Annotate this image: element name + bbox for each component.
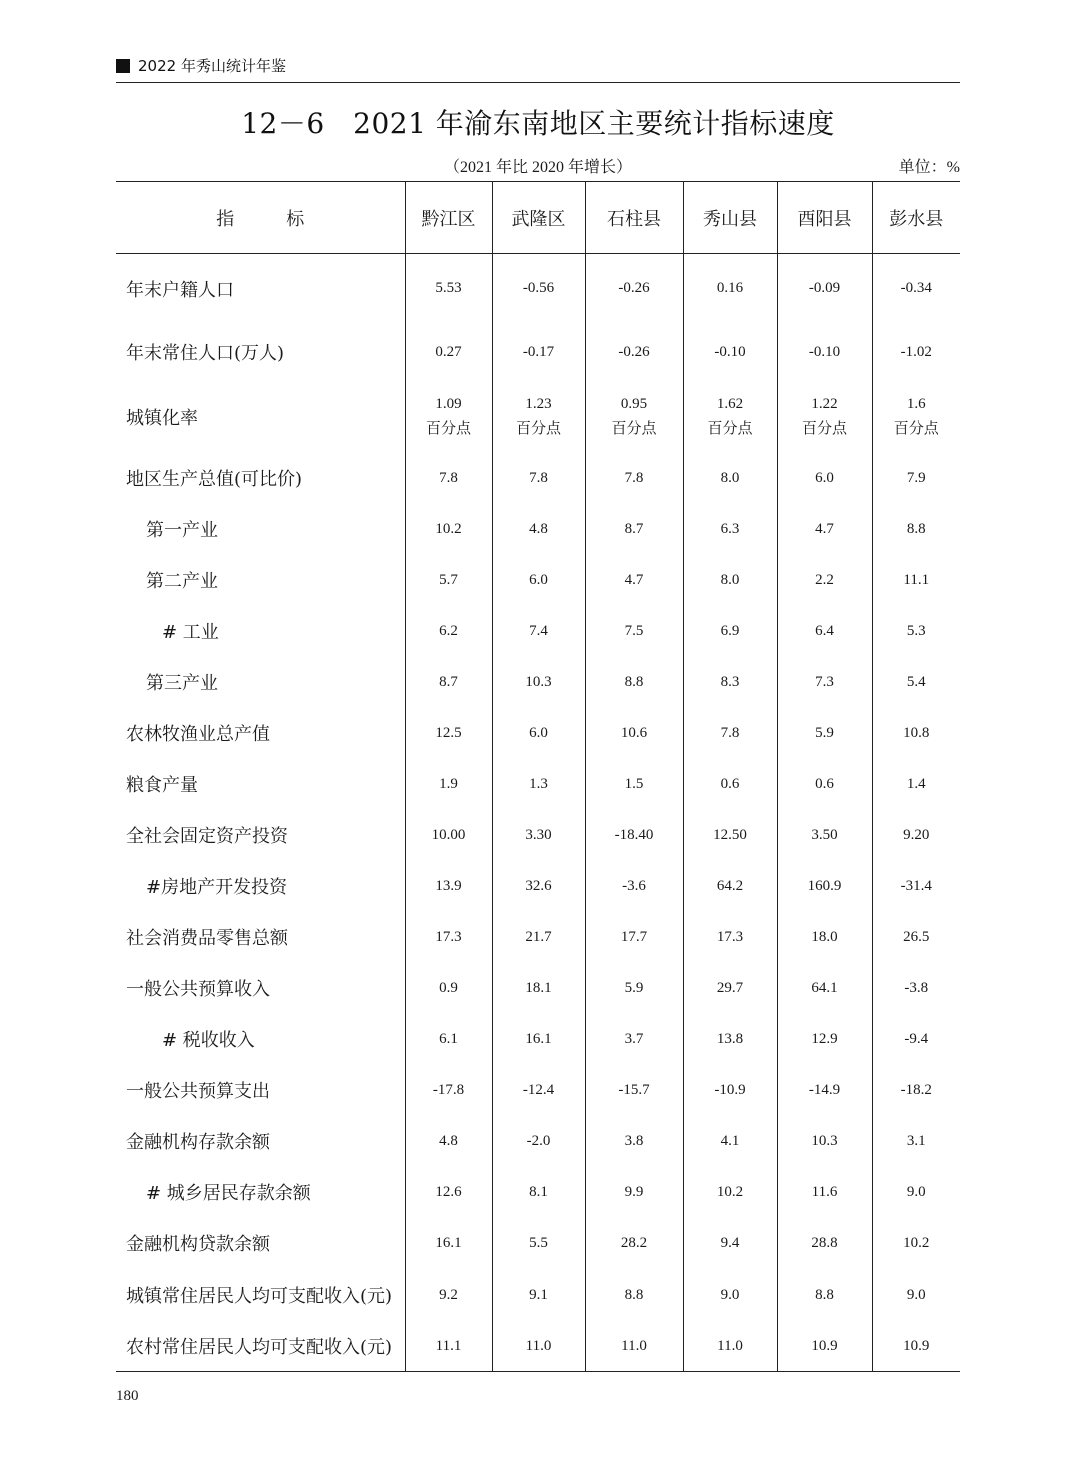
table-cell: 8.8 <box>585 1269 683 1322</box>
table-row <box>116 1269 960 1322</box>
table-cell <box>585 381 683 453</box>
table-row <box>116 504 960 555</box>
table-cell: -0.09 <box>777 254 872 324</box>
row-label: 一般公共预算支出 <box>126 1081 270 1102</box>
cell-unit: 百分点 <box>515 418 561 437</box>
table-title: 12－6 2021 年渝东南地区主要统计指标速度 <box>241 107 835 140</box>
column-header: 酉阳县 <box>777 182 872 254</box>
table-cell: 3.7 <box>585 1014 683 1065</box>
table-cell: 0.16 <box>683 254 777 324</box>
table-row <box>116 963 960 1014</box>
table-cell: 1.5 <box>585 759 683 810</box>
running-head <box>116 56 960 83</box>
indicator-column-header <box>116 182 405 254</box>
table-cell: 8.3 <box>683 657 777 708</box>
table-cell: 0.27 <box>405 324 492 381</box>
row-label: 社会消费品零售总额 <box>126 928 288 949</box>
table-cell: -18.2 <box>872 1065 960 1116</box>
table-row <box>116 1322 960 1372</box>
table-cell: -2.0 <box>492 1116 585 1167</box>
header-label-right: 标 <box>286 208 305 230</box>
table-cell: 7.5 <box>585 606 683 657</box>
table-cell: 21.7 <box>492 912 585 963</box>
table-row <box>116 1014 960 1065</box>
table-cell: 6.0 <box>492 555 585 606</box>
row-label: 年末常住人口(万人) <box>126 343 285 364</box>
table-cell: 4.7 <box>585 555 683 606</box>
table-cell: 5.5 <box>492 1218 585 1269</box>
table-cell: 9.0 <box>872 1167 960 1218</box>
table-cell: 8.8 <box>872 504 960 555</box>
table-cell <box>683 381 777 453</box>
table-cell: -3.8 <box>872 963 960 1014</box>
table-cell: 7.8 <box>585 453 683 504</box>
table-cell: 0.6 <box>777 759 872 810</box>
table-row <box>116 912 960 963</box>
cell-unit: 百分点 <box>801 418 847 437</box>
table-cell: 5.9 <box>777 708 872 759</box>
row-label: 第三产业 <box>146 673 218 694</box>
cell-value: 1.23 <box>525 395 552 412</box>
table-cell: 9.9 <box>585 1167 683 1218</box>
cell-value: 1.6 <box>906 395 926 412</box>
table-cell: 9.0 <box>872 1269 960 1322</box>
table-row <box>116 759 960 810</box>
table-cell: 13.9 <box>405 861 492 912</box>
table-cell: 28.8 <box>777 1218 872 1269</box>
table-cell: 16.1 <box>492 1014 585 1065</box>
table-cell: 9.1 <box>492 1269 585 1322</box>
table-cell: 6.4 <box>777 606 872 657</box>
table-row <box>116 708 960 759</box>
table-cell: 26.5 <box>872 912 960 963</box>
cell-unit: 百分点 <box>425 418 471 437</box>
cell-unit: 百分点 <box>707 418 753 437</box>
table-cell: -18.40 <box>585 810 683 861</box>
table-cell: 18.1 <box>492 963 585 1014</box>
cell-value: 1.62 <box>716 395 744 412</box>
unit-note: 单位：% <box>898 159 960 176</box>
table-row <box>116 861 960 912</box>
table-row <box>116 254 960 324</box>
row-label: 城镇化率 <box>126 407 198 429</box>
table-cell: 10.2 <box>872 1218 960 1269</box>
table-row <box>116 1065 960 1116</box>
table-cell: 7.8 <box>405 453 492 504</box>
table-cell: 6.3 <box>683 504 777 555</box>
page-number: 180 <box>116 1388 139 1404</box>
table-cell: 10.8 <box>872 708 960 759</box>
row-label: 金融机构存款余额 <box>126 1132 270 1153</box>
table-cell: 6.0 <box>777 453 872 504</box>
table-cell: -0.26 <box>585 324 683 381</box>
table-cell: 29.7 <box>683 963 777 1014</box>
table-cell: 11.1 <box>405 1322 492 1372</box>
table-cell: 6.1 <box>405 1014 492 1065</box>
table-cell: 12.9 <box>777 1014 872 1065</box>
table-cell: -14.9 <box>777 1065 872 1116</box>
table-cell: 3.8 <box>585 1116 683 1167</box>
table-cell: 3.1 <box>872 1116 960 1167</box>
table-cell: 3.50 <box>777 810 872 861</box>
table-cell: 1.3 <box>492 759 585 810</box>
table-cell: 11.0 <box>683 1322 777 1372</box>
cell-value: 1.09 <box>435 395 462 412</box>
table-row <box>116 1167 960 1218</box>
table-cell: 64.1 <box>777 963 872 1014</box>
row-label: 农林牧渔业总产值 <box>126 724 270 745</box>
table-cell: -3.6 <box>585 861 683 912</box>
table-cell: 8.8 <box>777 1269 872 1322</box>
table-cell: 64.2 <box>683 861 777 912</box>
row-label: 一般公共预算收入 <box>126 979 270 1000</box>
table-cell: 9.2 <box>405 1269 492 1322</box>
row-label: 第一产业 <box>146 520 218 541</box>
table-cell: 7.8 <box>683 708 777 759</box>
table-row <box>116 555 960 606</box>
column-header: 石柱县 <box>585 182 683 254</box>
table-row <box>116 657 960 708</box>
table-row <box>116 810 960 861</box>
table-cell: 12.6 <box>405 1167 492 1218</box>
row-label: #房地产开发投资 <box>146 877 288 898</box>
table-cell: 0.6 <box>683 759 777 810</box>
table-cell: 10.2 <box>683 1167 777 1218</box>
table-cell: 7.4 <box>492 606 585 657</box>
table-cell: 5.53 <box>405 254 492 324</box>
row-label: 农村常住居民人均可支配收入(元) <box>116 1322 405 1372</box>
table-cell: 7.9 <box>872 453 960 504</box>
table-cell: 11.0 <box>585 1322 683 1372</box>
column-header: 彭水县 <box>872 182 960 254</box>
row-label: 全社会固定资产投资 <box>126 826 288 847</box>
cell-value: 0.95 <box>620 395 648 412</box>
table-cell: 7.3 <box>777 657 872 708</box>
table-cell: 3.30 <box>492 810 585 861</box>
table-cell: 10.2 <box>405 504 492 555</box>
table-cell: 7.8 <box>492 453 585 504</box>
statistics-table <box>116 181 960 1372</box>
table-subtitle: （2021 年比 2020 年增长） <box>443 159 632 176</box>
table-cell: 4.7 <box>777 504 872 555</box>
table-cell: 6.0 <box>492 708 585 759</box>
row-label: # 城乡居民存款余额 <box>146 1183 311 1204</box>
table-cell: -0.26 <box>585 254 683 324</box>
table-cell: 11.6 <box>777 1167 872 1218</box>
table-row <box>116 1218 960 1269</box>
table-cell: 5.4 <box>872 657 960 708</box>
row-label: 年末户籍人口 <box>126 279 234 301</box>
table-cell: 11.1 <box>872 555 960 606</box>
column-header: 秀山县 <box>683 182 777 254</box>
table-cell: -31.4 <box>872 861 960 912</box>
table-cell <box>492 381 585 453</box>
table-cell: 8.7 <box>405 657 492 708</box>
column-header: 武隆区 <box>492 182 585 254</box>
table-cell <box>872 381 960 453</box>
table-cell: 32.6 <box>492 861 585 912</box>
column-header: 黔江区 <box>405 182 492 254</box>
table-cell: -15.7 <box>585 1065 683 1116</box>
table-cell: 10.3 <box>777 1116 872 1167</box>
table-cell: 0.9 <box>405 963 492 1014</box>
table-cell: 160.9 <box>777 861 872 912</box>
table-cell: 1.4 <box>872 759 960 810</box>
header-label-left: 指 <box>216 208 235 230</box>
row-label: 城镇常住居民人均可支配收入(元) <box>126 1286 393 1307</box>
table-row <box>116 324 960 381</box>
row-label: 地区生产总值(可比价) <box>126 469 303 490</box>
table-cell <box>405 381 492 453</box>
row-label: # 税收收入 <box>162 1030 255 1051</box>
table-cell: 10.00 <box>405 810 492 861</box>
table-cell: 13.8 <box>683 1014 777 1065</box>
table-cell: -9.4 <box>872 1014 960 1065</box>
table-cell: 28.2 <box>585 1218 683 1269</box>
table-cell: 8.1 <box>492 1167 585 1218</box>
table-cell: 10.3 <box>492 657 585 708</box>
table-header-row <box>116 182 960 254</box>
row-label: 金融机构贷款余额 <box>126 1234 270 1255</box>
table-row <box>116 606 960 657</box>
table-cell: 9.0 <box>683 1269 777 1322</box>
table-cell: 5.3 <box>872 606 960 657</box>
table-cell: -12.4 <box>492 1065 585 1116</box>
table-cell: 9.20 <box>872 810 960 861</box>
table-cell: 12.5 <box>405 708 492 759</box>
row-label: # 工业 <box>162 622 219 643</box>
table-cell: -0.34 <box>872 254 960 324</box>
table-cell: 11.0 <box>492 1322 585 1372</box>
table-cell: -0.56 <box>492 254 585 324</box>
table-cell: 5.7 <box>405 555 492 606</box>
table-cell: -0.10 <box>777 324 872 381</box>
table-cell: 6.9 <box>683 606 777 657</box>
table-cell: -1.02 <box>872 324 960 381</box>
table-row <box>116 381 960 453</box>
cell-value: 1.22 <box>811 395 838 412</box>
table-cell <box>777 381 872 453</box>
table-cell: -10.9 <box>683 1065 777 1116</box>
table-cell: 8.8 <box>585 657 683 708</box>
table-cell: 9.4 <box>683 1218 777 1269</box>
table-cell: 8.0 <box>683 555 777 606</box>
table-row <box>116 1116 960 1167</box>
cell-unit: 百分点 <box>611 418 657 437</box>
table-cell: 17.3 <box>683 912 777 963</box>
table-cell: 18.0 <box>777 912 872 963</box>
table-cell: -0.17 <box>492 324 585 381</box>
table-cell: 4.8 <box>492 504 585 555</box>
table-cell: 4.1 <box>683 1116 777 1167</box>
table-cell: 10.6 <box>585 708 683 759</box>
row-label: 第二产业 <box>146 571 218 592</box>
table-cell: 5.9 <box>585 963 683 1014</box>
table-cell: 10.9 <box>872 1322 960 1372</box>
cell-unit: 百分点 <box>893 418 939 437</box>
table-row <box>116 453 960 504</box>
row-label: 粮食产量 <box>126 775 198 796</box>
table-cell: 6.2 <box>405 606 492 657</box>
table-cell: 2.2 <box>777 555 872 606</box>
table-cell: 10.9 <box>777 1322 872 1372</box>
table-cell: -17.8 <box>405 1065 492 1116</box>
table-cell: -0.10 <box>683 324 777 381</box>
table-cell: 17.7 <box>585 912 683 963</box>
table-cell: 8.0 <box>683 453 777 504</box>
running-head-text: 2022 年秀山统计年鉴 <box>138 57 286 75</box>
table-cell: 4.8 <box>405 1116 492 1167</box>
table-cell: 1.9 <box>405 759 492 810</box>
table-cell: 16.1 <box>405 1218 492 1269</box>
table-cell: 8.7 <box>585 504 683 555</box>
table-cell: 17.3 <box>405 912 492 963</box>
table-cell: 12.50 <box>683 810 777 861</box>
square-bullet-icon <box>116 59 130 73</box>
